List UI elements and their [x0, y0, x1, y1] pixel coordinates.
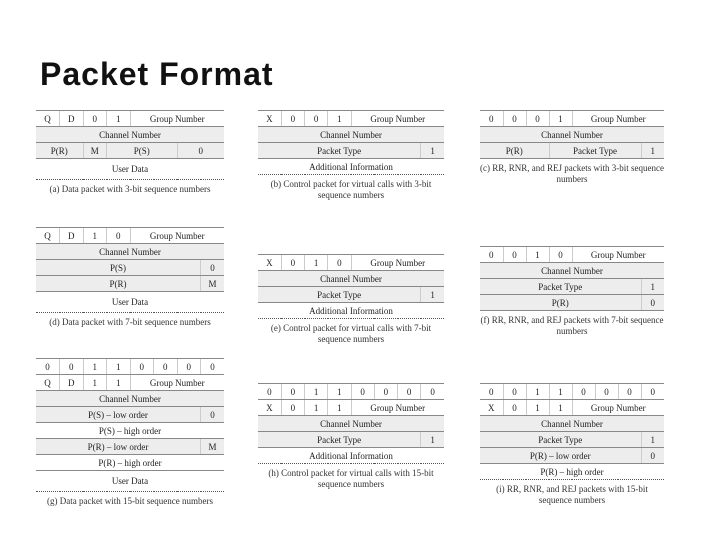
packet-field: P(S) [107, 143, 178, 159]
packet-field: 0 [60, 359, 84, 375]
packet-field: 0 [503, 247, 526, 263]
packet-field: 0 [201, 407, 225, 423]
packet-field: 0 [328, 255, 351, 271]
packet-field: Group Number [351, 400, 444, 416]
packet-field: Additional Information [258, 159, 444, 175]
packet-field: User Data [36, 159, 224, 180]
packet-row [36, 292, 224, 313]
packet-table [480, 110, 664, 159]
packet-field: Group Number [351, 111, 444, 127]
packet-field: M [201, 276, 225, 292]
packet-row [258, 400, 444, 416]
packet-field: 1 [328, 384, 351, 400]
packet-table [480, 383, 664, 480]
packet-field: 0 [177, 143, 224, 159]
packet-field: Channel Number [480, 263, 664, 279]
packet-row [480, 143, 664, 159]
packet-row [36, 159, 224, 180]
packet-field: 0 [258, 384, 281, 400]
packet-field: D [60, 111, 84, 127]
packet-field: 1 [421, 287, 444, 303]
packet-field: P(R) [36, 143, 83, 159]
packet-field: 0 [107, 228, 131, 244]
packet-field: Channel Number [36, 127, 224, 143]
packet-field: 1 [107, 375, 131, 391]
packet-row [480, 432, 664, 448]
packet-field: 0 [130, 359, 154, 375]
packet-row [36, 423, 224, 439]
packet-row [258, 159, 444, 175]
packet-row [36, 111, 224, 127]
packet-row [480, 111, 664, 127]
packet-row [258, 255, 444, 271]
packet-row [258, 271, 444, 287]
packet-field: User Data [36, 292, 224, 313]
packet-field: 0 [374, 384, 397, 400]
format-caption: (b) Control packet for virtual calls with 3-bit sequence numbers [270, 179, 432, 201]
packet-field: 0 [351, 384, 374, 400]
packet-format-d [36, 227, 224, 328]
packet-format-h [258, 383, 444, 491]
packet-field: 1 [305, 384, 328, 400]
packet-field: 1 [641, 279, 664, 295]
packet-field: 0 [503, 111, 526, 127]
packet-table [36, 358, 224, 492]
packet-field: P(R) [36, 276, 201, 292]
packet-table [258, 383, 444, 464]
packet-field: Additional Information [258, 448, 444, 464]
packet-row [36, 244, 224, 260]
packet-row [36, 375, 224, 391]
packet-field: 1 [421, 143, 444, 159]
format-caption: (a) Data packet with 3-bit sequence numbers [49, 184, 211, 194]
packet-row [480, 416, 664, 432]
packet-field: 0 [526, 111, 549, 127]
packet-field: 1 [526, 384, 549, 400]
packet-field: 1 [549, 400, 572, 416]
packet-field: 0 [641, 295, 664, 311]
packet-field: Group Number [572, 111, 664, 127]
packet-field: Q [36, 228, 60, 244]
packet-row [480, 263, 664, 279]
packet-field: D [60, 228, 84, 244]
packet-row [480, 400, 664, 416]
format-caption: (d) Data packet with 7-bit sequence numbers [49, 317, 211, 327]
format-caption: (i) RR, RNR, and REJ packets with 15-bit sequence numbers [496, 484, 648, 506]
packet-field: 1 [641, 143, 664, 159]
packet-row [258, 432, 444, 448]
packet-format-b [258, 110, 444, 202]
packet-field: Group Number [130, 228, 224, 244]
packet-field: Channel Number [258, 127, 444, 143]
packet-field: X [258, 255, 281, 271]
packet-field: 1 [549, 384, 572, 400]
packet-field: P(R) [480, 143, 549, 159]
packet-field: X [258, 400, 281, 416]
packet-field: Q [36, 111, 60, 127]
format-caption: (e) Control packet for virtual calls with 7-bit sequence numbers [270, 323, 432, 345]
packet-row [480, 247, 664, 263]
format-caption: (f) RR, RNR, and REJ packets with 7-bit sequence numbers [480, 315, 664, 337]
packet-field: Group Number [130, 375, 224, 391]
packet-field: 0 [641, 384, 664, 400]
packet-field: P(S) – low order [36, 407, 201, 423]
packet-field: 0 [281, 111, 304, 127]
packet-row [36, 391, 224, 407]
packet-field: 0 [480, 247, 503, 263]
packet-table [480, 246, 664, 311]
packet-field: 0 [281, 400, 304, 416]
packet-field: P(S) – high order [36, 423, 224, 439]
format-caption: (h) Control packet for virtual calls with 15-bit sequence numbers [268, 468, 434, 490]
packet-format-g [36, 358, 224, 507]
packet-field: Channel Number [258, 271, 444, 287]
packet-row [480, 384, 664, 400]
packet-field: P(R) – low order [36, 439, 201, 455]
packet-row [36, 260, 224, 276]
packet-row [36, 127, 224, 143]
packet-row [258, 111, 444, 127]
packet-row [258, 287, 444, 303]
packet-field: 0 [641, 448, 664, 464]
packet-row [480, 448, 664, 464]
packet-field: 0 [154, 359, 178, 375]
packet-row [36, 455, 224, 471]
packet-row [258, 384, 444, 400]
packet-field: P(R) – high order [36, 455, 224, 471]
packet-row [258, 448, 444, 464]
packet-table [36, 110, 224, 180]
packet-field: 1 [107, 111, 131, 127]
packet-field: 0 [83, 111, 107, 127]
packet-format-e [258, 254, 444, 346]
packet-field: Q [36, 375, 60, 391]
packet-field: Group Number [351, 255, 444, 271]
packet-row [480, 295, 664, 311]
packet-field: 1 [305, 255, 328, 271]
packet-field: 0 [595, 384, 618, 400]
packet-field: Packet Type [480, 279, 641, 295]
packet-row [36, 407, 224, 423]
packet-row [258, 416, 444, 432]
packet-field: Additional Information [258, 303, 444, 319]
packet-table [258, 254, 444, 319]
packet-field: User Data [36, 471, 224, 492]
packet-row [480, 279, 664, 295]
packet-field: Packet Type [258, 432, 421, 448]
packet-row [480, 464, 664, 480]
packet-field: 0 [480, 111, 503, 127]
packet-field: 1 [328, 111, 351, 127]
packet-field: 1 [526, 400, 549, 416]
packet-field: 1 [107, 359, 131, 375]
format-caption: (c) RR, RNR, and REJ packets with 3-bit sequence numbers [480, 163, 664, 185]
packet-field: P(R) [480, 295, 641, 311]
packet-field: 0 [549, 247, 572, 263]
packet-row [36, 143, 224, 159]
packet-field: 0 [177, 359, 201, 375]
packet-field: Group Number [572, 247, 664, 263]
packet-field: 0 [201, 260, 225, 276]
packet-field: 0 [281, 384, 304, 400]
packet-field: 0 [503, 400, 526, 416]
packet-field: P(S) [36, 260, 201, 276]
packet-field: 1 [305, 400, 328, 416]
packet-field: Channel Number [480, 416, 664, 432]
packet-field: Channel Number [36, 244, 224, 260]
packet-field: 1 [328, 400, 351, 416]
packet-field: Channel Number [480, 127, 664, 143]
packet-field: 0 [572, 384, 595, 400]
packet-field: 0 [305, 111, 328, 127]
packet-format-f [480, 246, 664, 338]
packet-field: 0 [421, 384, 444, 400]
packet-row [36, 228, 224, 244]
packet-field: 0 [398, 384, 421, 400]
packet-field: 1 [526, 247, 549, 263]
packet-row [258, 143, 444, 159]
packet-table [258, 110, 444, 175]
packet-field: 0 [201, 359, 225, 375]
packet-field: 1 [83, 359, 107, 375]
packet-field: 1 [83, 228, 107, 244]
packet-row [36, 439, 224, 455]
packet-row [480, 127, 664, 143]
packet-field: 1 [83, 375, 107, 391]
packet-field: 1 [549, 111, 572, 127]
packet-field: 0 [618, 384, 641, 400]
packet-row [36, 276, 224, 292]
packet-field: P(R) – low order [480, 448, 641, 464]
packet-field: 1 [641, 432, 664, 448]
packet-field: X [258, 111, 281, 127]
packet-field: Packet Type [258, 143, 421, 159]
packet-field: M [201, 439, 225, 455]
packet-field: Channel Number [36, 391, 224, 407]
packet-field: Packet Type [549, 143, 641, 159]
packet-format-a [36, 110, 224, 195]
slide-title: Packet Format [40, 56, 274, 92]
packet-field: X [480, 400, 503, 416]
packet-row [258, 303, 444, 319]
packet-field: 0 [503, 384, 526, 400]
packet-field: Group Number [130, 111, 224, 127]
packet-format-i [480, 383, 664, 507]
packet-field: P(R) – high order [480, 464, 664, 480]
packet-row [36, 471, 224, 492]
packet-field: Packet Type [480, 432, 641, 448]
packet-field: 0 [480, 384, 503, 400]
packet-field: Channel Number [258, 416, 444, 432]
packet-field: M [83, 143, 107, 159]
packet-field: D [60, 375, 84, 391]
packet-format-c [480, 110, 664, 186]
packet-field: Group Number [572, 400, 664, 416]
packet-field: 0 [281, 255, 304, 271]
packet-row [258, 127, 444, 143]
packet-field: 1 [421, 432, 444, 448]
packet-field: 0 [36, 359, 60, 375]
packet-field: Packet Type [258, 287, 421, 303]
packet-table [36, 227, 224, 313]
packet-row [36, 359, 224, 375]
format-caption: (g) Data packet with 15-bit sequence numbers [47, 496, 213, 506]
